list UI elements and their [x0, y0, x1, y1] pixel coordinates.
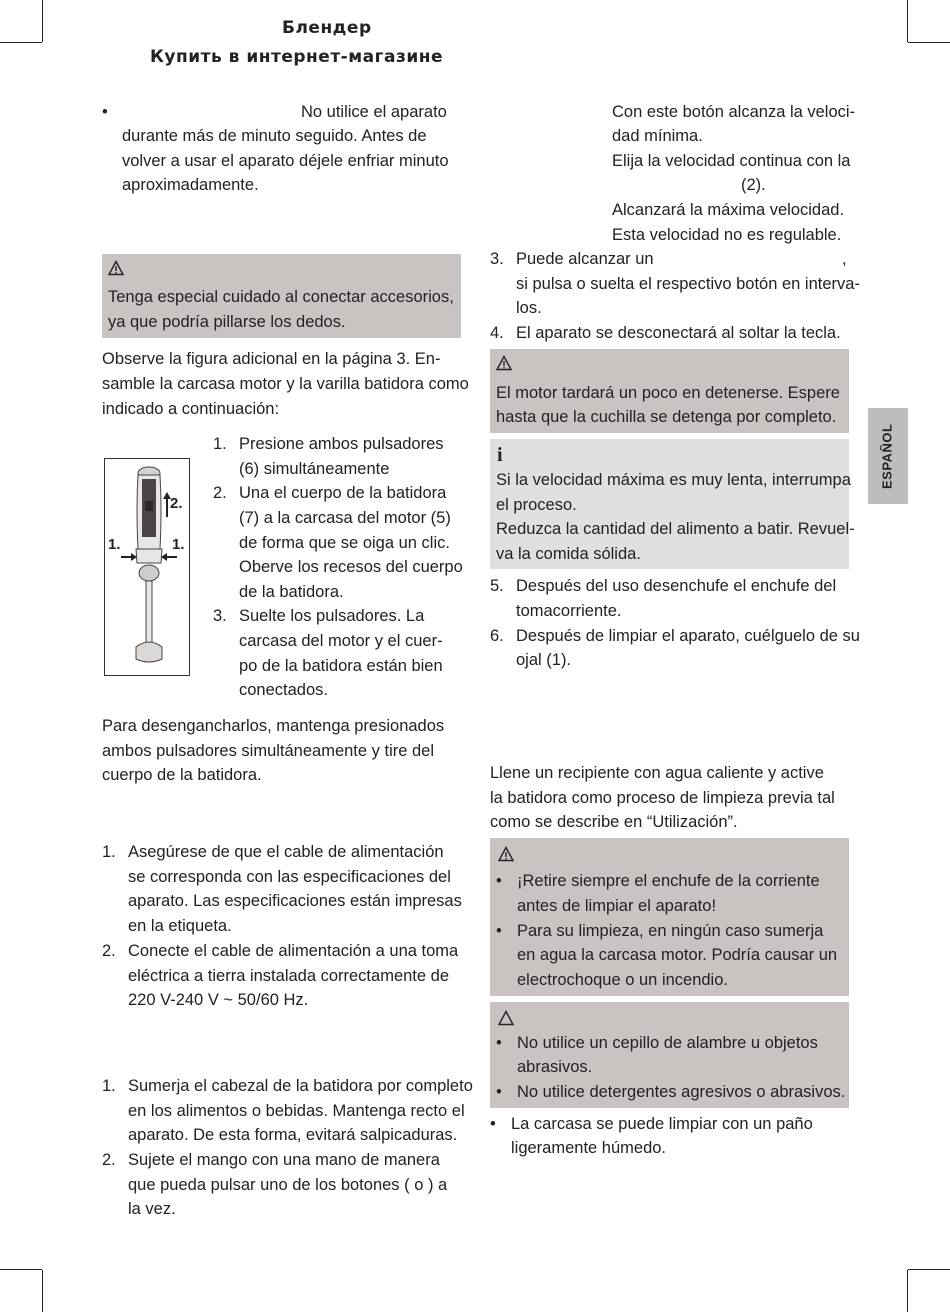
- info-text: el proceso.: [496, 496, 577, 514]
- text-line: Conecte el cable de alimentación a una toma: [128, 942, 459, 960]
- text-line: volver a usar el aparato déjele enfriar minuto: [122, 152, 449, 170]
- warning-text: hasta que la cuchilla se detenga por completo.: [496, 408, 837, 426]
- text-line: La carcasa se puede limpiar con un paño: [511, 1115, 813, 1133]
- bullet-marker: •: [496, 1083, 502, 1101]
- warning-icon: [108, 260, 124, 276]
- text-line: Presione ambos pulsadores: [239, 435, 444, 453]
- text-line: la batidora como proceso de limpieza previa tal: [490, 789, 835, 807]
- text-line: tomacorriente.: [516, 602, 622, 620]
- crop-mark: [42, 0, 43, 42]
- info-text: va la comida sólida.: [496, 545, 641, 563]
- text-line: ojal (1).: [516, 651, 572, 669]
- text-line: El aparato se desconectará al soltar la tecla.: [516, 324, 841, 342]
- warning-text: Para su limpieza, en ningún caso sumerja: [517, 922, 824, 940]
- page-title: Блендер: [282, 18, 372, 38]
- text-line: Sumerja el cabezal de la batidora por completo: [128, 1077, 473, 1095]
- warning-text: ya que podría pillarse los dedos.: [108, 313, 346, 331]
- crop-mark: [908, 42, 950, 43]
- step-number: 2.: [102, 1151, 116, 1169]
- step-number: 2.: [102, 942, 116, 960]
- bullet-marker: •: [496, 922, 502, 940]
- text-line: Una el cuerpo de la batidora: [239, 484, 447, 502]
- info-icon: i: [497, 444, 503, 466]
- caution-text: abrasivos.: [517, 1058, 593, 1076]
- text-line: la vez.: [128, 1200, 176, 1218]
- warning-box: [490, 349, 849, 433]
- crop-mark: [42, 1270, 43, 1312]
- shop-link[interactable]: Купить в интернет-магазине: [150, 47, 444, 67]
- text-line: de forma que se oiga un clic.: [239, 534, 450, 552]
- step-number: 6.: [490, 627, 504, 645]
- warning-icon: [498, 846, 514, 862]
- assembly-figure: [104, 458, 190, 676]
- warning-text: en agua la carcasa motor. Podría causar un: [517, 946, 838, 964]
- text-line: carcasa del motor y el cuer-: [239, 632, 443, 650]
- text-line: ,: [842, 250, 847, 268]
- text-line: Elija la velocidad continua con la: [612, 152, 851, 170]
- text-line: aparato. De esta forma, evitará salpicaduras.: [128, 1126, 458, 1144]
- step-number: 4.: [490, 324, 504, 342]
- figure-label: 1.: [108, 536, 121, 553]
- text-line: indicado a continuación:: [102, 400, 280, 418]
- warning-text: Tenga especial cuidado al conectar accesorios,: [108, 288, 454, 306]
- warning-box: [490, 838, 849, 996]
- caution-box: [490, 1002, 849, 1108]
- step-number: 3.: [213, 607, 227, 625]
- step-number: 2.: [213, 484, 227, 502]
- text-line: aparato. Las especificaciones están impresas: [128, 892, 462, 910]
- text-line: durante más de minuto seguido. Antes de: [122, 127, 427, 145]
- text-line: de la batidora.: [239, 583, 344, 601]
- text-line: Con este botón alcanza la veloci-: [612, 103, 856, 121]
- step-number: 1.: [102, 1077, 116, 1095]
- warning-box: [102, 254, 461, 338]
- text-line: No utilice el aparato: [301, 103, 447, 121]
- text-line: Para desengancharlos, mantenga presionados: [102, 717, 445, 735]
- text-line: Después de limpiar el aparato, cuélguelo de su: [516, 627, 860, 645]
- text-line: samble la carcasa motor y la varilla batidora como: [102, 375, 469, 393]
- figure-label: 2.: [170, 495, 183, 512]
- caution-text: No utilice detergentes agresivos o abrasivos.: [517, 1083, 846, 1101]
- text-line: si pulsa o suelta el respectivo botón en interva-: [516, 275, 860, 293]
- text-line: cuerpo de la batidora.: [102, 766, 262, 784]
- crop-mark: [908, 1269, 950, 1270]
- text-line: Esta velocidad no es regulable.: [612, 226, 842, 244]
- crop-mark: [0, 1269, 42, 1270]
- crop-mark: [907, 1270, 908, 1312]
- text-line: (2).: [741, 176, 766, 194]
- text-line: Oberve los recesos del cuerpo: [239, 558, 463, 576]
- text-line: los.: [516, 299, 542, 317]
- text-line: ligeramente húmedo.: [511, 1139, 667, 1157]
- warning-icon: [496, 355, 512, 371]
- step-number: 1.: [213, 435, 227, 453]
- warning-text: electrochoque o un incendio.: [517, 971, 728, 989]
- bullet-marker: •: [102, 103, 108, 121]
- text-line: (6) simultáneamente: [239, 460, 390, 478]
- text-line: Sujete el mango con una mano de manera: [128, 1151, 440, 1169]
- text-line: en la etiqueta.: [128, 917, 232, 935]
- caution-icon: [498, 1010, 514, 1026]
- step-number: 3.: [490, 250, 504, 268]
- crop-mark: [0, 42, 42, 43]
- language-tab-label: ESPAÑOL: [879, 423, 895, 489]
- text-line: conectados.: [239, 681, 328, 699]
- text-line: como se describe en “Utilización”.: [490, 813, 738, 831]
- text-line: que pueda pulsar uno de los botones ( o ) a: [128, 1176, 448, 1194]
- text-line: 220 V-240 V ~ 50/60 Hz.: [128, 991, 309, 1009]
- crop-mark: [907, 0, 908, 42]
- text-line: Suelte los pulsadores. La: [239, 607, 425, 625]
- caution-text: No utilice un cepillo de alambre u objetos: [517, 1034, 818, 1052]
- text-line: Llene un recipiente con agua caliente y active: [490, 764, 824, 782]
- text-line: po de la batidora están bien: [239, 657, 443, 675]
- warning-text: antes de limpiar el aparato!: [517, 897, 717, 915]
- text-line: Después del uso desenchufe el enchufe del: [516, 577, 837, 595]
- info-box: [490, 439, 855, 569]
- text-line: se corresponda con las especificaciones del: [128, 868, 451, 886]
- text-line: en los alimentos o bebidas. Mantenga recto el: [128, 1102, 465, 1120]
- step-number: 1.: [102, 843, 116, 861]
- text-line: Observe la figura adicional en la página 3. En-: [102, 350, 441, 368]
- text-line: aproximadamente.: [122, 176, 259, 194]
- text-line: Alcanzará la máxima velocidad.: [612, 201, 845, 219]
- warning-text: El motor tardará un poco en detenerse. Espere: [496, 384, 840, 402]
- figure-label: 1.: [172, 536, 185, 553]
- text-line: dad mínima.: [612, 127, 703, 145]
- bullet-marker: •: [490, 1115, 496, 1133]
- text-line: Puede alcanzar un: [516, 250, 654, 268]
- info-text: Reduzca la cantidad del alimento a batir. Revuel-: [496, 520, 855, 538]
- text-line: Asegúrese de que el cable de alimentación: [128, 843, 444, 861]
- step-number: 5.: [490, 577, 504, 595]
- bullet-marker: •: [496, 872, 502, 890]
- info-text: Si la velocidad máxima es muy lenta, interrumpa: [496, 471, 851, 489]
- text-line: eléctrica a tierra instalada correctamente de: [128, 967, 449, 985]
- language-tab: [868, 408, 908, 504]
- text-line: (7) a la carcasa del motor (5): [239, 509, 451, 527]
- bullet-marker: •: [496, 1034, 502, 1052]
- warning-text: ¡Retire siempre el enchufe de la corriente: [517, 872, 820, 890]
- text-line: ambos pulsadores simultáneamente y tire del: [102, 742, 435, 760]
